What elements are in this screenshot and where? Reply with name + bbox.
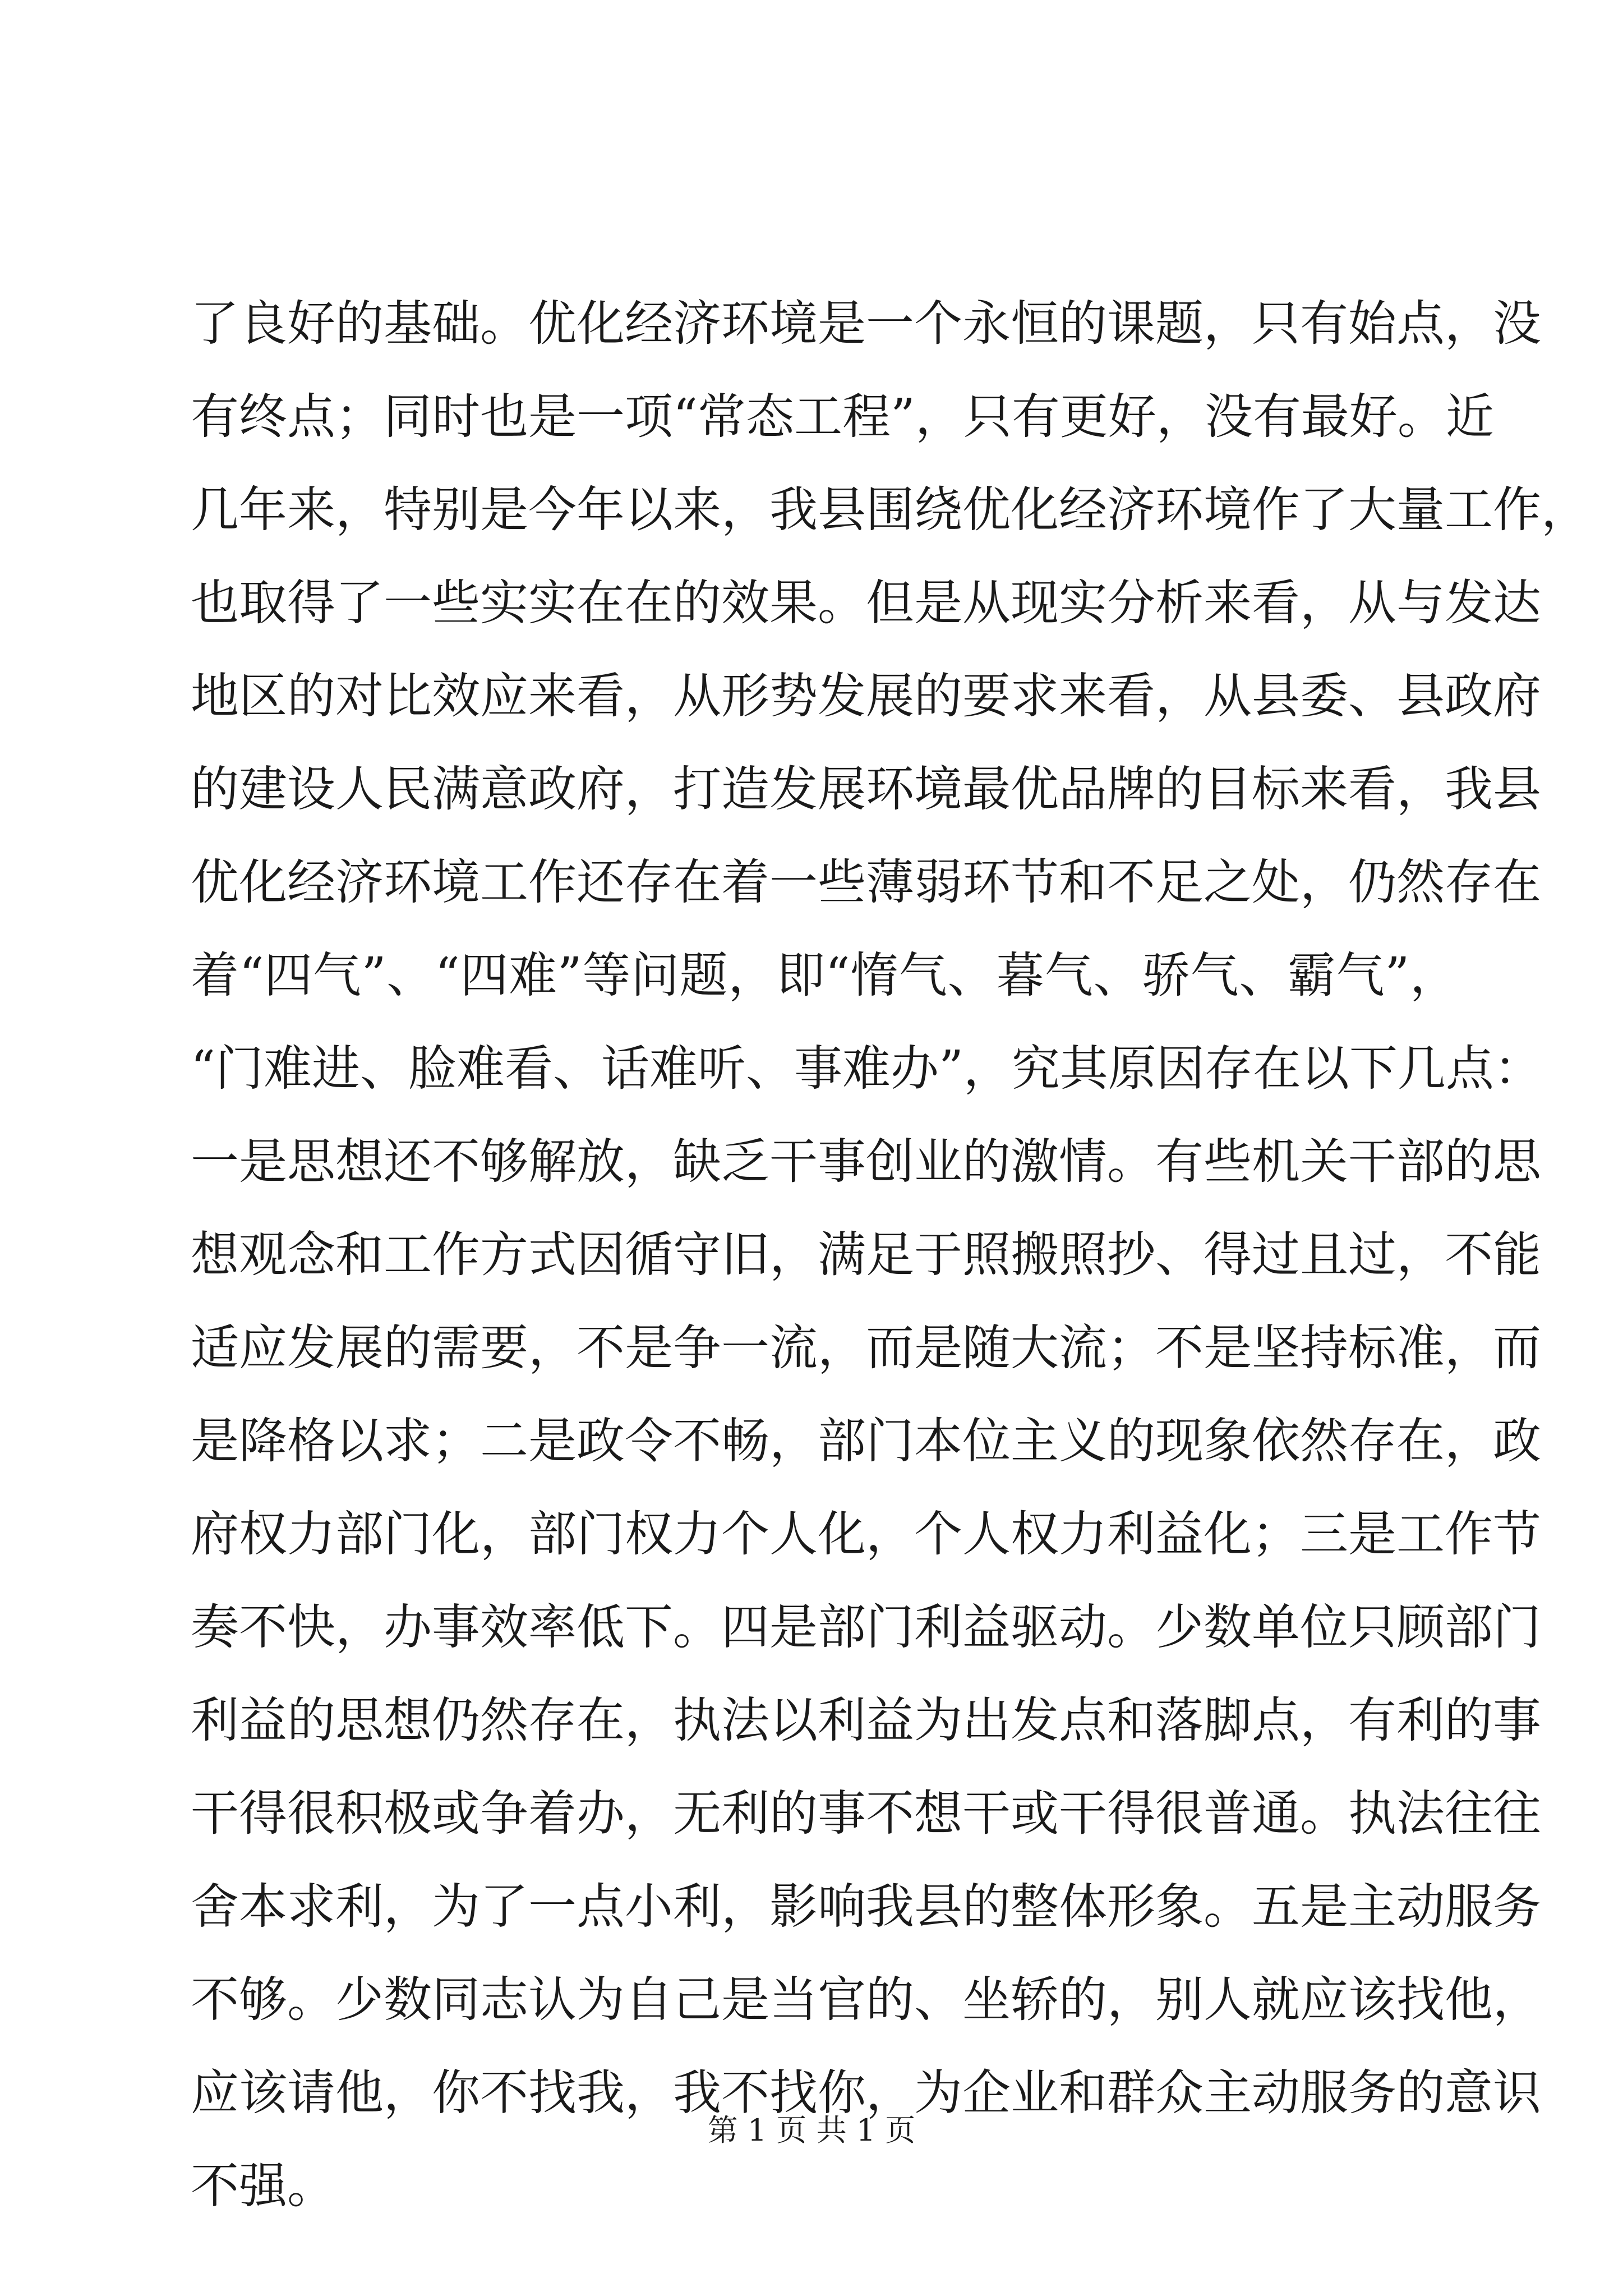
text-line: 想观念和工作方式因循守旧，满足于照搬照抄、得过且过，不能 xyxy=(191,1227,1541,1283)
text-line: 适应发展的需要，不是争一流，而是随大流；不是坚持标准，而 xyxy=(191,1320,1541,1376)
text-line: 舍本求利，为了一点小利，影响我县的整体形象。五是主动服务 xyxy=(191,1879,1541,1935)
text-line: 不强。 xyxy=(191,2158,335,2214)
text-line: 几年来，特别是今年以来，我县围绕优化经济环境作了大量工作， xyxy=(191,482,1589,538)
text-line: 一是思想还不够解放，缺乏干事创业的激情。有些机关干部的思 xyxy=(191,1134,1541,1190)
text-line: 府权力部门化，部门权力个人化，个人权力利益化；三是工作节 xyxy=(191,1506,1541,1562)
text-line: 应该请他，你不找我，我不找你，为企业和群众主动服务的意识 xyxy=(191,2065,1541,2121)
text-line: 不够。少数同志认为自己是当官的、坐轿的，别人就应该找他， xyxy=(191,1972,1541,2028)
text-line: 着“四气”、“四难”等问题，即“惰气、暮气、骄气、霸气”， xyxy=(191,947,1458,1004)
body-paragraph xyxy=(191,277,1589,2233)
text-line: 地区的对比效应来看，从形势发展的要求来看，从县委、县政府 xyxy=(191,668,1541,724)
text-line: 的建设人民满意政府，打造发展环境最优品牌的目标来看，我县 xyxy=(191,761,1541,817)
text-line: 利益的思想仍然存在，执法以利益为出发点和落脚点，有利的事 xyxy=(191,1692,1541,1749)
page-number-footer: 第 1 页 共 1 页 xyxy=(707,2113,916,2148)
text-line: 是降格以求；二是政令不畅，部门本位主义的现象依然存在，政 xyxy=(191,1413,1541,1469)
text-line: 优化经济环境工作还存在着一些薄弱环节和不足之处，仍然存在 xyxy=(191,854,1541,910)
text-line: 有终点；同时也是一项“常态工程”，只有更好，没有最好。近 xyxy=(191,389,1494,445)
text-line: “门难进、脸难看、话难听、事难办”，究其原因存在以下几点： xyxy=(191,1041,1542,1097)
text-line: 奏不快，办事效率低下。四是部门利益驱动。少数单位只顾部门 xyxy=(191,1599,1541,1655)
text-line: 了良好的基础。优化经济环境是一个永恒的课题，只有始点，没 xyxy=(191,296,1541,352)
text-line: 也取得了一些实实在在的效果。但是从现实分析来看，从与发达 xyxy=(191,575,1541,631)
text-line: 干得很积极或争着办，无利的事不想干或干得很普通。执法往往 xyxy=(191,1786,1541,1842)
